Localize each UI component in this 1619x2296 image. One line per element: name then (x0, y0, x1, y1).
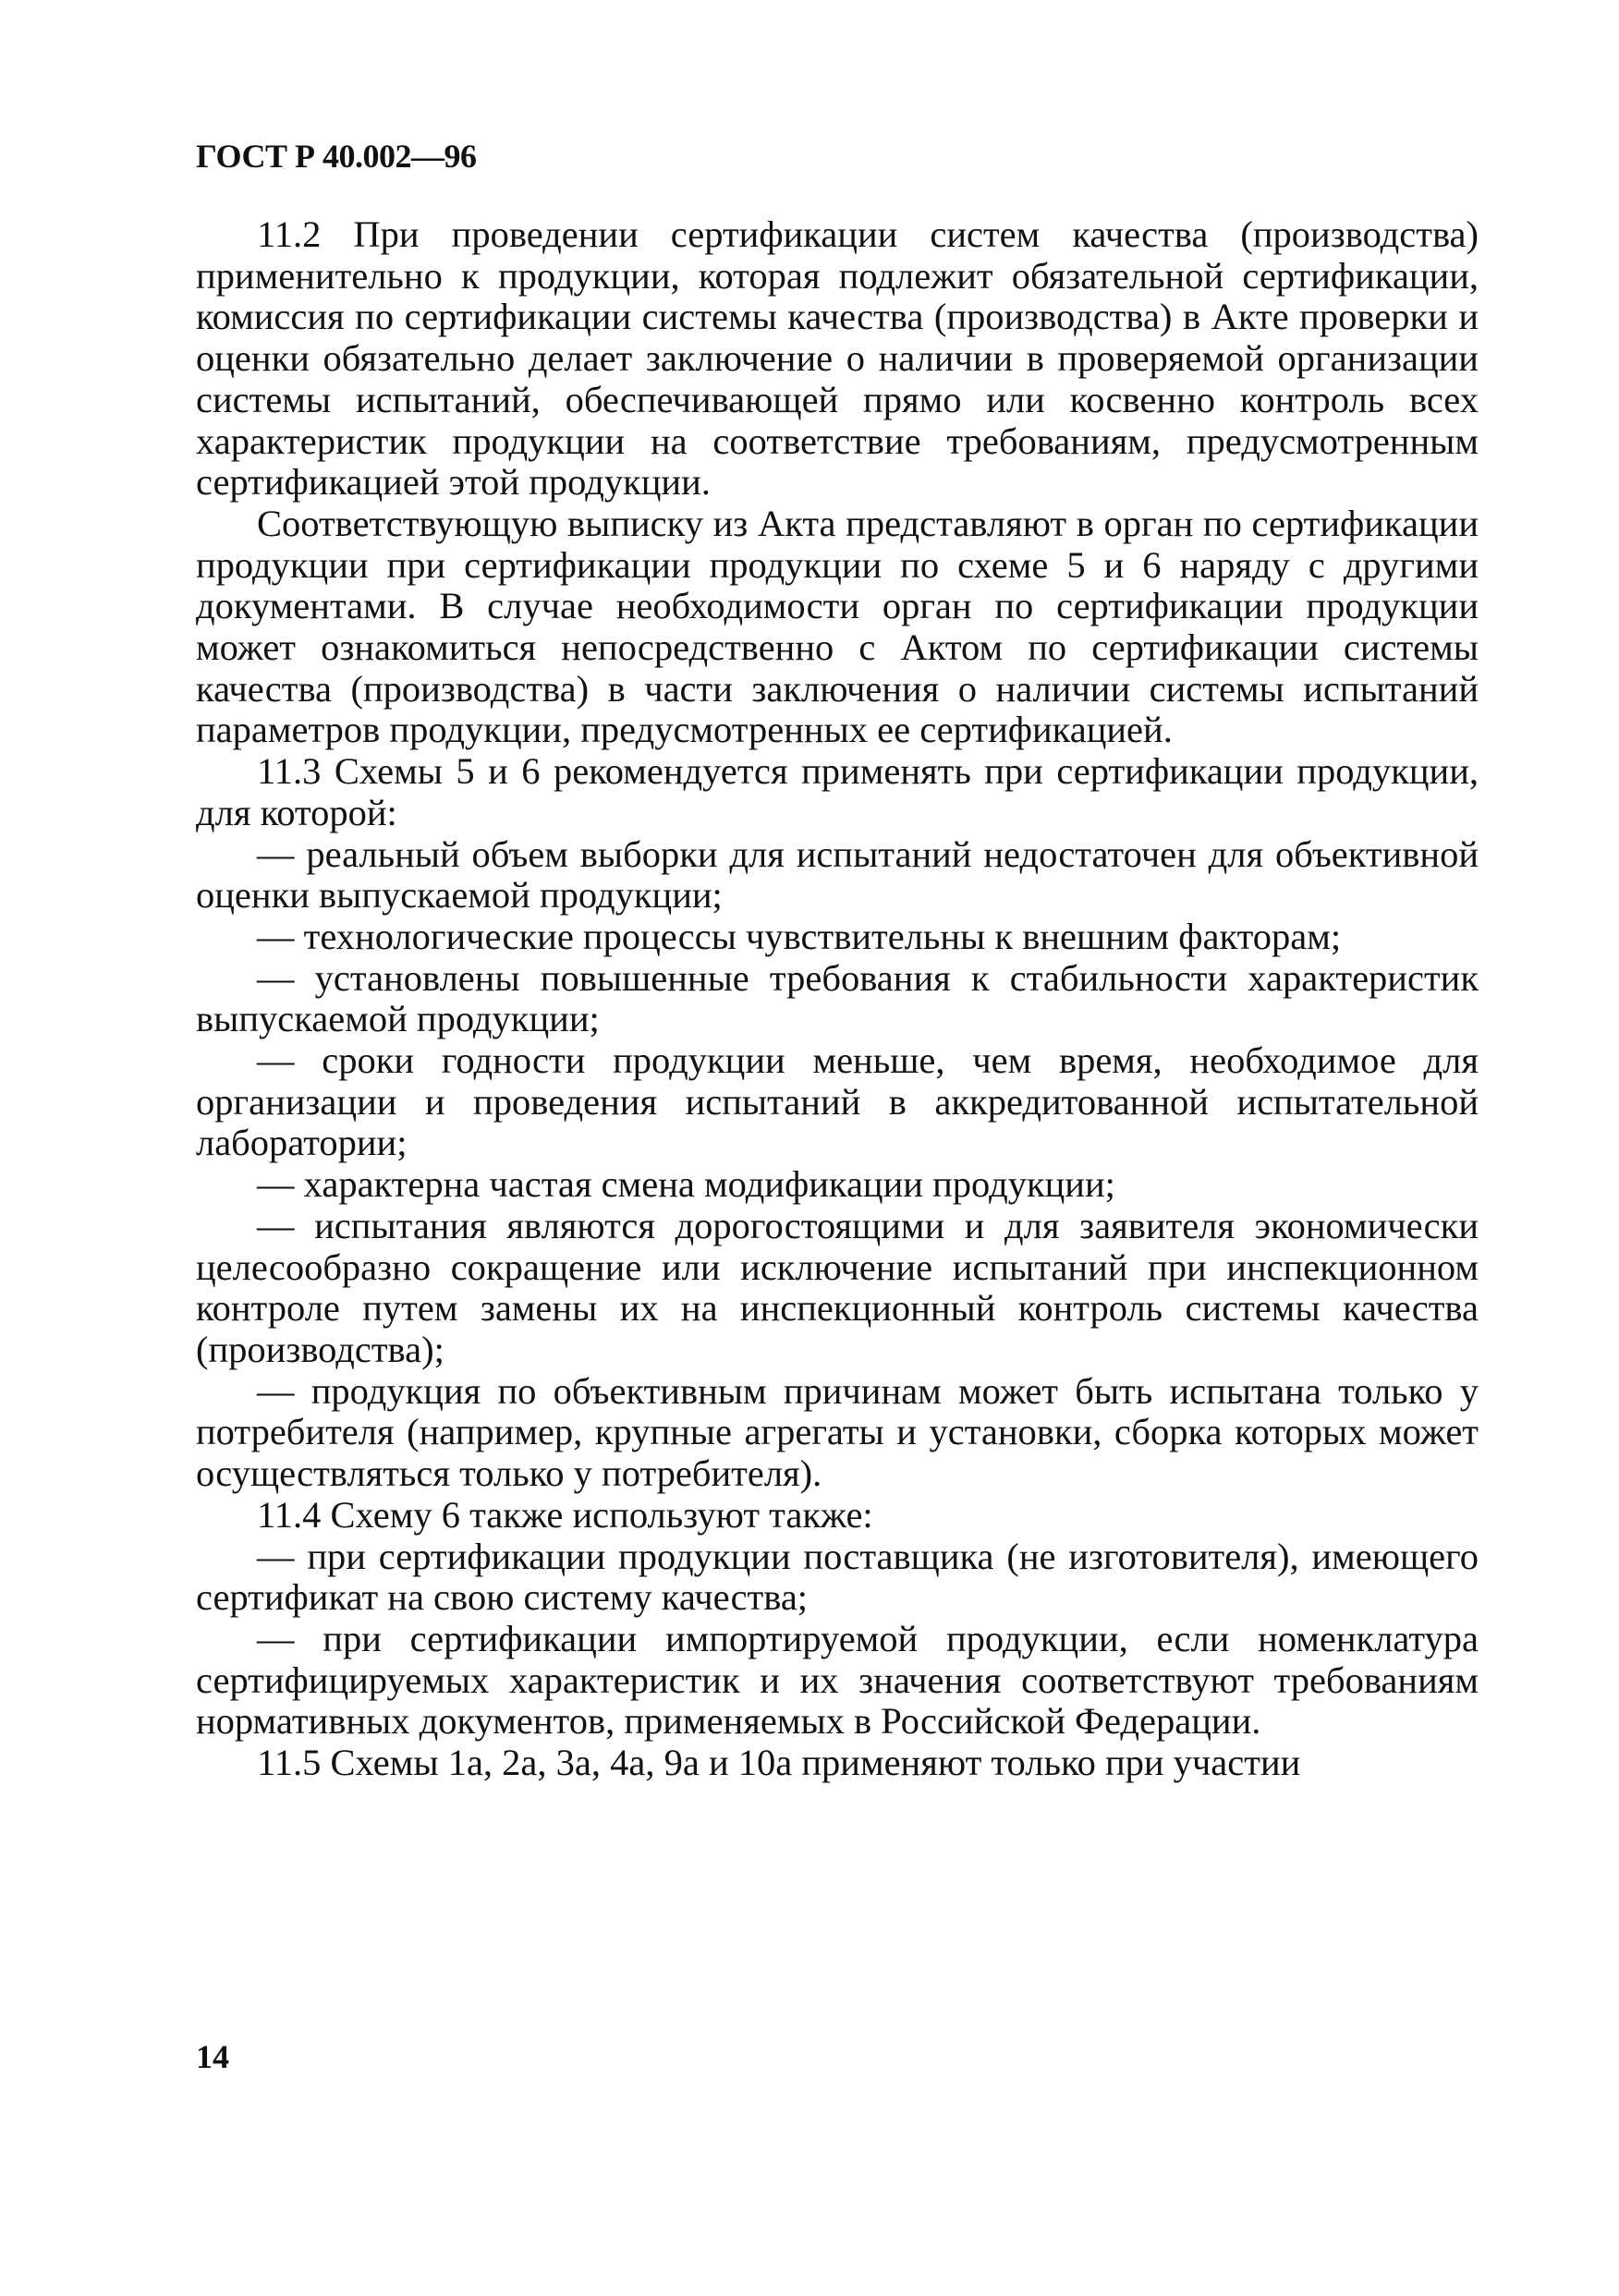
document-body (196, 214, 1479, 1784)
paragraph-11-4: 11.4 Схему 6 также используют также: (257, 1493, 873, 1536)
paragraph-11-3: 11.3 Схемы 5 и 6 рекомендуется применять при сертификации продукции, для которой: (196, 750, 1479, 833)
list-item: — сроки годности продукции меньше, чем время, необходимое для организации и проведения испытаний в аккредитованной испытательной лаборатории; (196, 1039, 1479, 1164)
paragraph-extract: Соответствующую выписку из Акта представляют в орган по сертификации продукции при сертификации продукции по схеме 5 и 6 наряду с другими документами. В случае необходимости орган по сертификации продукции может ознакомиться непосредственно с Актом по сертификации системы качества (производства) в части заключения о наличии системы испытаний параметров продукции, предусмотренных ее сертификацией. (196, 502, 1479, 751)
list-item: — установлены повышенные требования к стабильности характеристик выпускаемой продукции; (196, 956, 1479, 1040)
list-item: — реальный объем выборки для испытаний недостаточен для объективной оценки выпускаемой продукции; (196, 832, 1479, 917)
paragraph-11-2: 11.2 При проведении сертификации систем качества (производства) применительно к продукции, которая подлежит обязательной сертификации, комиссия по сертификации системы качества (производства) в Акте проверки и оценки обязательно делает заключение о наличии в проверяемой организации системы испытаний, обеспечивающей прямо или косвенно контроль всех характеристик продукции на соответствие требованиям, предусмотренным сертификацией этой продукции. (196, 213, 1479, 504)
list-item: — характерна частая смена модификации продукции; (257, 1163, 1115, 1206)
list-item: — технологические процессы чувствительны к внешним факторам; (257, 915, 1342, 957)
list-item: — продукция по объективным причинам может быть испытана только у потребителя (например, крупные агрегаты и установки, сборка которых может осуществляться только у потребителя). (196, 1369, 1479, 1495)
list-item: — при сертификации продукции поставщика (не изготовителя), имеющего сертификат на свою систему качества; (196, 1535, 1479, 1619)
paragraph-11-5: 11.5 Схемы 1а, 2а, 3а, 4а, 9а и 10а применяют только при участии (257, 1742, 1301, 1784)
list-item: — при сертификации импортируемой продукции, если номенклатура сертифицируемых характеристик и их значения соответствуют требованиям нормативных документов, применяемых в Российской Федерации. (196, 1617, 1479, 1743)
list-item: — испытания являются дорогостоящими и для заявителя экономически целесообразно сокращение или исключение испытаний при инспекционном контроле путем замены их на инспекционный контроль системы качества (производства); (196, 1204, 1479, 1370)
page-number: 14 (196, 2038, 229, 2075)
running-header: ГОСТ Р 40.002—96 (196, 138, 477, 175)
